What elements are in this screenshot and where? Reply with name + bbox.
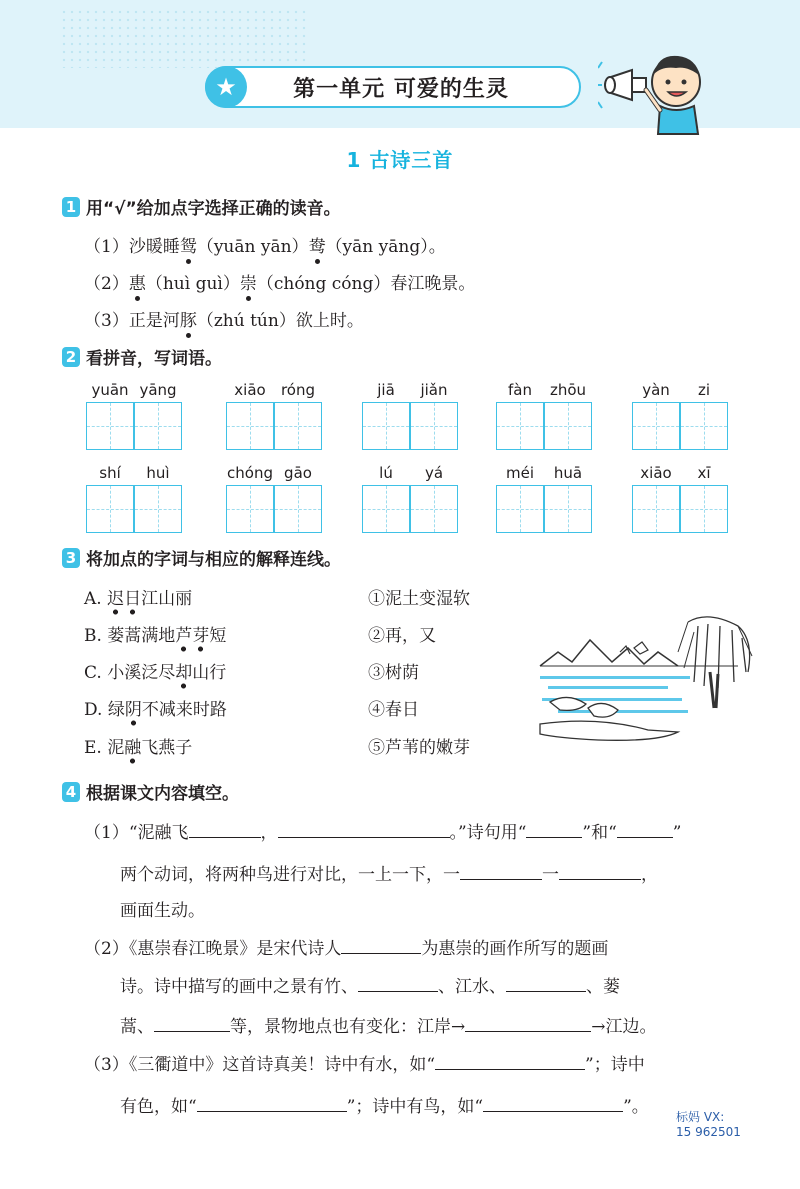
writing-box[interactable] xyxy=(362,402,410,450)
q4-item-3-line-2: 有色，如“ ”；诗中有鸟，如“ ”。 xyxy=(120,1092,649,1117)
writing-box[interactable] xyxy=(632,485,680,533)
phrase-text: 短 xyxy=(209,626,227,646)
q4-heading xyxy=(62,779,239,804)
lesson-title: 1 古诗三首 xyxy=(346,148,454,172)
fill-blank[interactable] xyxy=(526,820,582,838)
pinyin-label: xiāo xyxy=(640,464,672,482)
q4-item-3-line-1: （3）《三衢道中》这首诗真美！诗中有水，如“ ”；诗中 xyxy=(84,1050,645,1075)
unit-banner xyxy=(205,66,581,108)
q3-left-item[interactable] xyxy=(84,733,192,758)
dotted-phrase: 阴 xyxy=(125,700,142,726)
dotted-char: 鸳 xyxy=(180,232,197,257)
mascot-megaphone-icon xyxy=(598,48,714,138)
q4-item-1-line-3: 画面生动。 xyxy=(120,901,205,921)
writing-box[interactable] xyxy=(86,402,134,450)
pinyin-label: jiǎn xyxy=(420,381,448,399)
q3-right-item[interactable]: ①泥土变湿软 xyxy=(368,589,470,609)
pinyin-label: xī xyxy=(697,464,711,482)
fill-blank[interactable] xyxy=(278,820,450,838)
phrase-text: E. 泥 xyxy=(84,738,125,758)
q3-right-item[interactable]: ⑤芦苇的嫩芽 xyxy=(368,738,470,758)
pinyin-label: róng xyxy=(280,381,316,399)
q4-item-1-line-2: 两个动词，将两种鸟进行对比，一上一下，一 一 ， xyxy=(120,860,658,885)
phrase-text: 不减来时路 xyxy=(141,700,227,720)
dotted-char: 崇 xyxy=(240,269,257,294)
dotted-char: 惠 xyxy=(129,269,146,294)
fill-blank[interactable] xyxy=(154,1014,230,1032)
q1-item-1: （1）沙暖睡鸳（yuān yān）鸯（yān yāng）。 xyxy=(84,232,446,257)
writing-box[interactable] xyxy=(410,402,458,450)
pinyin-label: jiā xyxy=(377,381,395,399)
writing-box[interactable] xyxy=(86,485,134,533)
writing-box[interactable] xyxy=(632,402,680,450)
q4-item-2-line-3: 蒿、 等，景物地点也有变化：江岸→ →江边。 xyxy=(120,1012,657,1037)
pinyin-label: gāo xyxy=(284,464,312,482)
writing-box[interactable] xyxy=(226,402,274,450)
q3-number: 3 xyxy=(62,548,80,568)
phrase-text: B. 蒌蒿满地 xyxy=(84,626,176,646)
phrase-text: 江山丽 xyxy=(141,589,193,609)
dotted-phrase: 迟日 xyxy=(107,589,141,615)
fill-blank[interactable] xyxy=(465,1014,591,1032)
q4-prompt: 根据课文内容填空。 xyxy=(86,784,239,804)
q1-item-3: （3）正是河豚（zhú tún）欲上时。 xyxy=(84,306,364,331)
landscape-illustration xyxy=(538,612,760,746)
phrase-text: D. 绿 xyxy=(84,700,125,720)
pinyin-label: lú xyxy=(379,464,393,482)
q3-heading xyxy=(62,545,341,570)
fill-blank[interactable] xyxy=(559,862,641,880)
q4-number: 4 xyxy=(62,782,80,802)
q3-left-item[interactable] xyxy=(84,658,226,683)
fill-blank[interactable] xyxy=(435,1052,585,1070)
q2-number: 2 xyxy=(62,347,80,367)
fill-blank[interactable] xyxy=(506,974,586,992)
q3-left-item[interactable] xyxy=(84,584,192,609)
fill-blank[interactable] xyxy=(358,974,438,992)
q3-left-item[interactable] xyxy=(84,621,226,646)
q2-prompt: 看拼音，写词语。 xyxy=(86,349,222,369)
phrase-text: 飞燕子 xyxy=(141,738,193,758)
pinyin-label: zhōu xyxy=(549,381,587,399)
pinyin-label: xiāo xyxy=(234,381,266,399)
writing-box[interactable] xyxy=(680,402,728,450)
q4-item-2-line-2: 诗。诗中描写的画中之景有竹、 、江水、 、蒌 xyxy=(120,972,620,997)
writing-box[interactable] xyxy=(134,485,182,533)
writing-box[interactable] xyxy=(274,485,322,533)
writing-box[interactable] xyxy=(544,402,592,450)
writing-box[interactable] xyxy=(274,402,322,450)
phrase-text: 山行 xyxy=(192,663,227,683)
pinyin-label: shí xyxy=(99,464,121,482)
writing-box[interactable] xyxy=(410,485,458,533)
decorative-dots xyxy=(60,8,310,68)
pinyin-label: yá xyxy=(424,464,444,482)
q2-heading xyxy=(62,344,222,369)
dotted-phrase: 却 xyxy=(175,663,192,689)
q3-left-item[interactable] xyxy=(84,695,227,720)
dotted-phrase: 融 xyxy=(124,738,141,764)
q1-number: 1 xyxy=(62,197,80,217)
writing-box[interactable] xyxy=(496,485,544,533)
fill-blank[interactable] xyxy=(617,820,673,838)
writing-box[interactable] xyxy=(544,485,592,533)
fill-blank[interactable] xyxy=(197,1094,347,1112)
star-icon: ★ xyxy=(205,66,247,108)
fill-blank[interactable] xyxy=(483,1094,623,1112)
pinyin-label: yàn xyxy=(642,381,670,399)
unit-title: 第一单元 可爱的生灵 xyxy=(293,76,509,102)
phrase-text: C. 小溪泛尽 xyxy=(84,663,176,683)
pinyin-label: chóng xyxy=(227,464,273,482)
fill-blank[interactable] xyxy=(189,820,261,838)
writing-box[interactable] xyxy=(680,485,728,533)
dotted-phrase: 芦芽 xyxy=(175,626,209,652)
q3-prompt: 将加点的字词与相应的解释连线。 xyxy=(86,550,341,570)
pinyin-label: yuān xyxy=(91,381,129,399)
fill-blank[interactable] xyxy=(341,936,421,954)
dotted-char: 鸯 xyxy=(309,232,326,257)
q1-item-2: （2）惠（huì guì）崇（chóng cóng）春江晚景。 xyxy=(84,269,475,294)
writing-box[interactable] xyxy=(362,485,410,533)
pinyin-label: méi xyxy=(505,464,534,482)
pinyin-label: fàn xyxy=(508,381,532,399)
q3-right-item[interactable]: ②再，又 xyxy=(368,626,436,646)
writing-box[interactable] xyxy=(226,485,274,533)
writing-box[interactable] xyxy=(134,402,182,450)
q1-prompt: 用“√”给加点字选择正确的读音。 xyxy=(86,199,341,219)
q4-item-1-line-1: （1）“泥融飞 ， 。”诗句用“ ”和“ ” xyxy=(84,818,682,843)
q1-heading xyxy=(62,194,341,219)
pinyin-label: zi xyxy=(697,381,711,399)
q3-right-item[interactable]: ④春日 xyxy=(368,700,419,720)
pinyin-label: yāng xyxy=(139,381,177,399)
writing-box[interactable] xyxy=(496,402,544,450)
q4-item-2-line-1: （2）《惠崇春江晚景》是宋代诗人 为惠崇的画作所写的题画 xyxy=(84,934,608,959)
phrase-text: A. xyxy=(84,589,108,609)
watermark: 标妈 VX: 15 962501 xyxy=(676,1110,741,1139)
q3-right-item[interactable]: ③树荫 xyxy=(368,663,419,683)
fill-blank[interactable] xyxy=(460,862,542,880)
dotted-char: 豚 xyxy=(180,306,197,331)
pinyin-label: huì xyxy=(146,464,170,482)
pinyin-label: huā xyxy=(553,464,583,482)
